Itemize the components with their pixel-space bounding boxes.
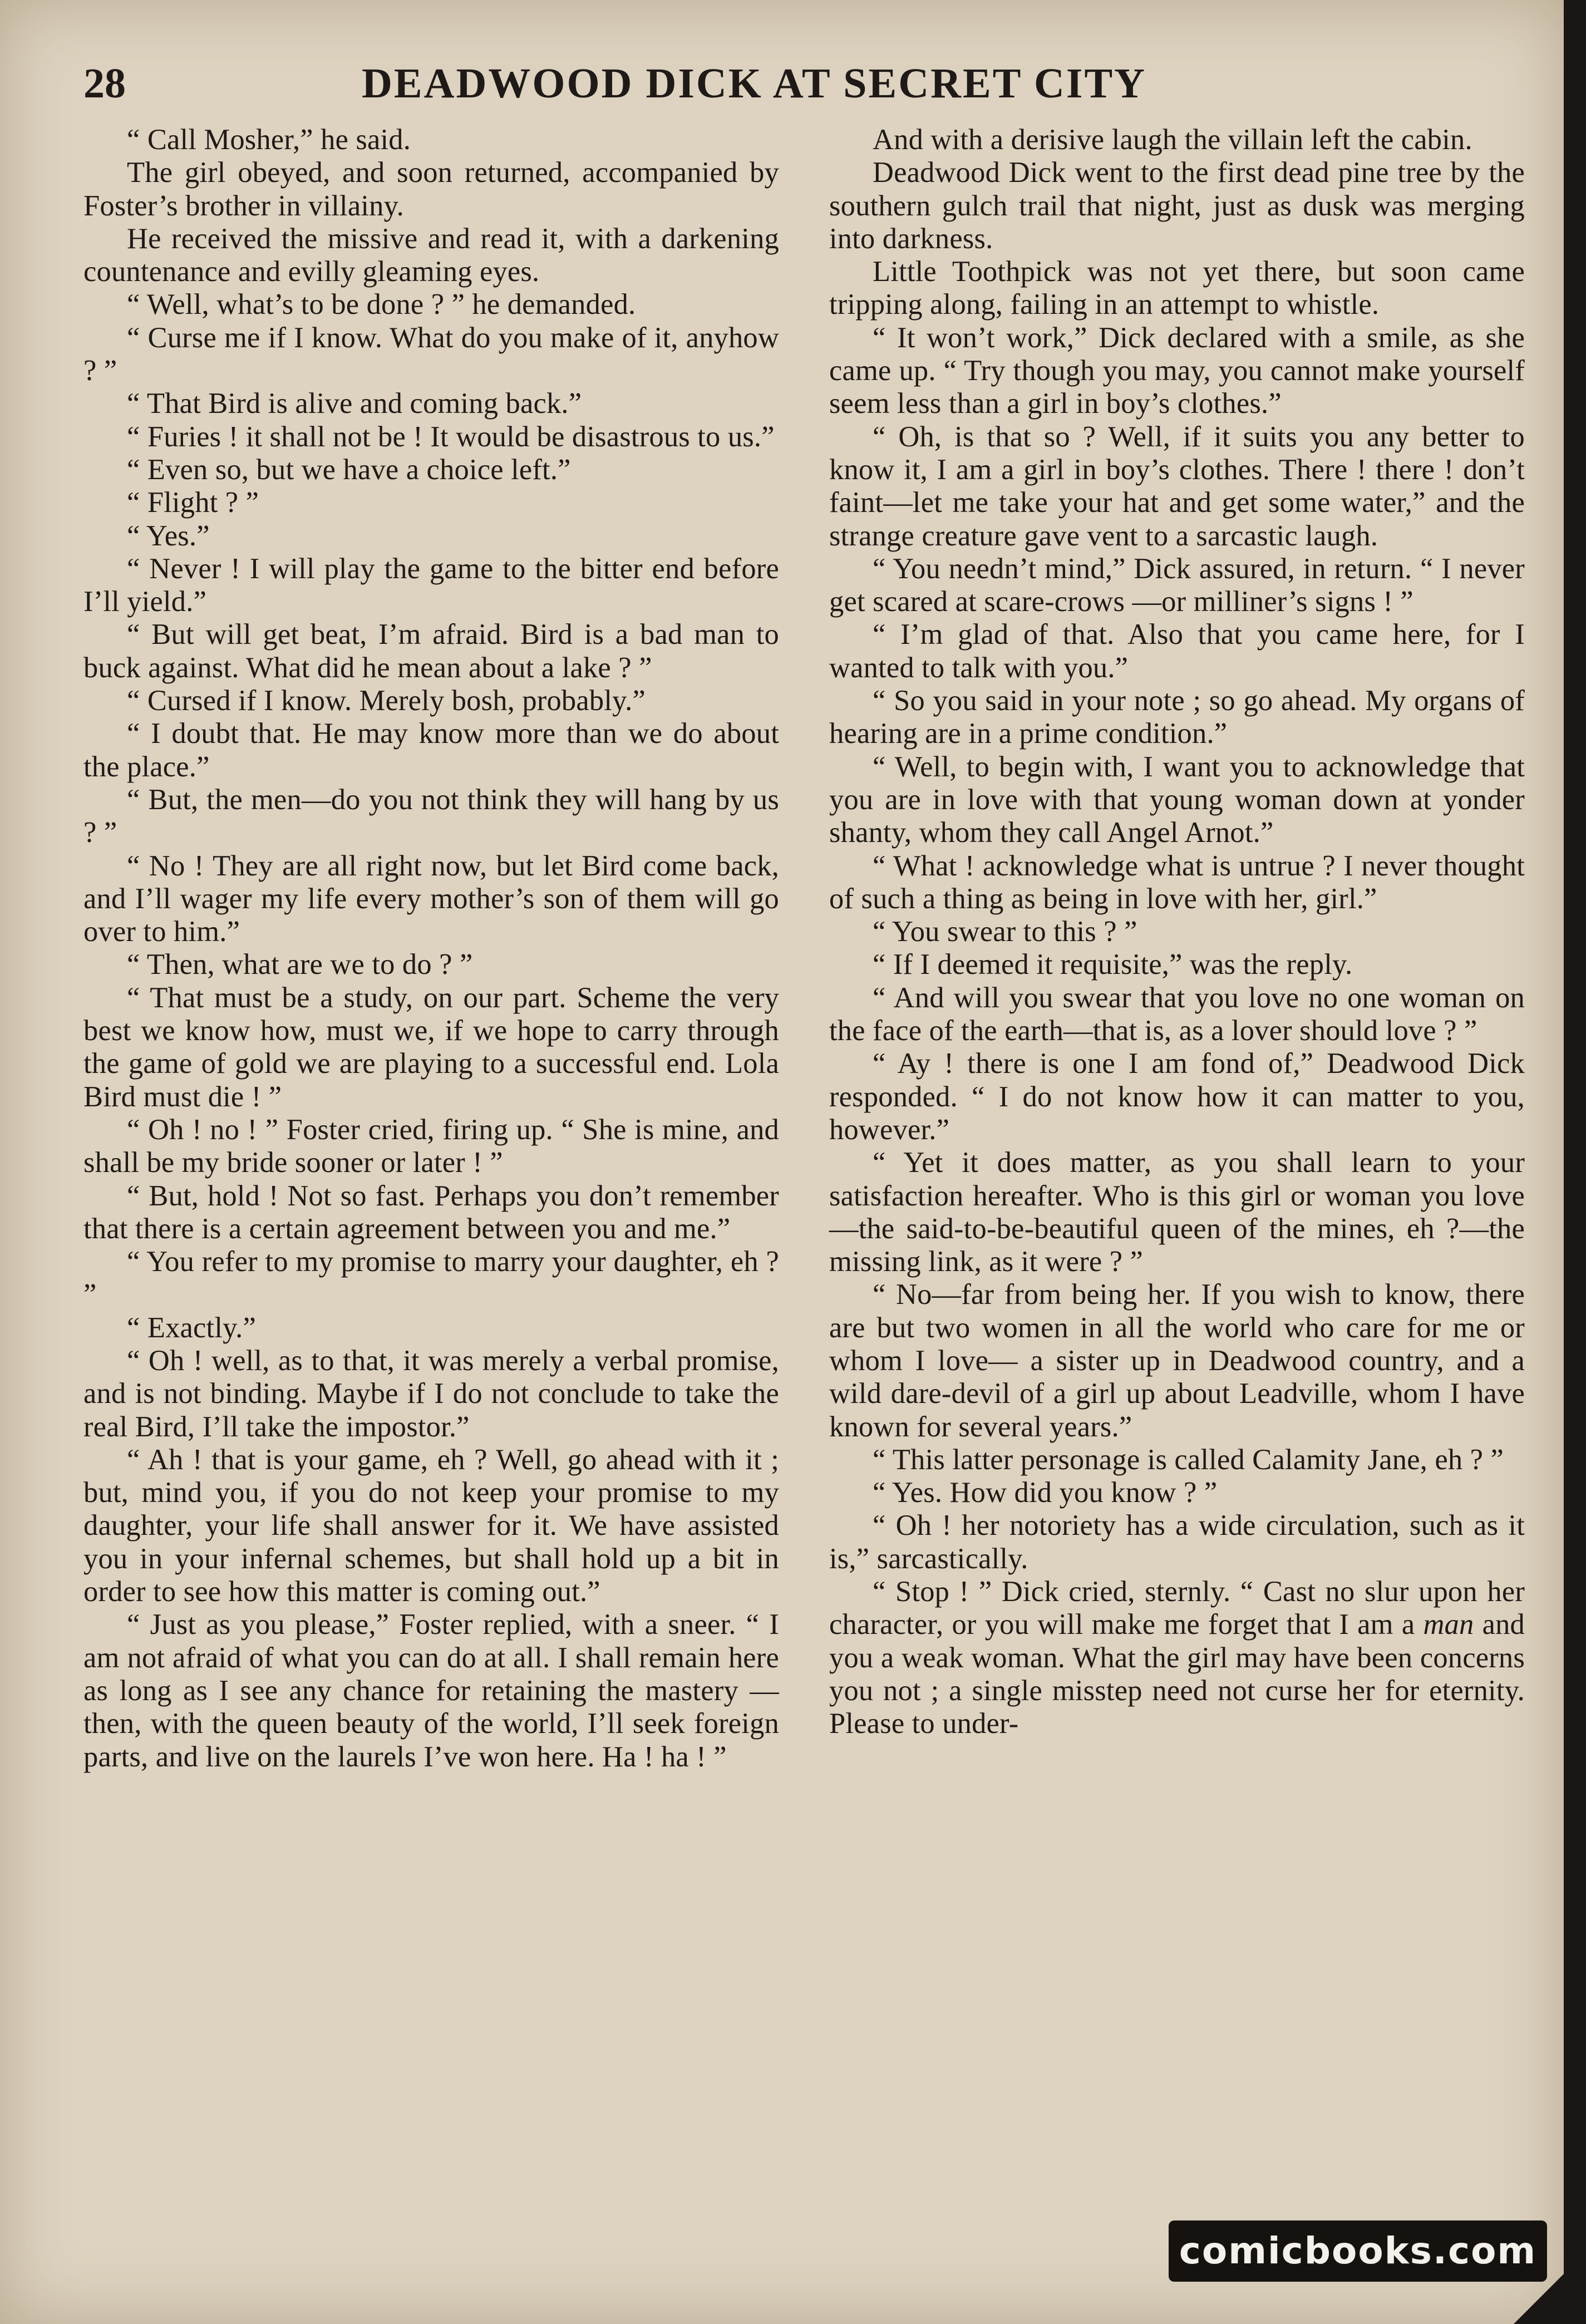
paragraph: “ Oh ! no ! ” Foster cried, firing up. “ She is mine, and shall be my bride sooner or later ! ” <box>83 1113 779 1179</box>
paragraph: “ What ! acknowledge what is untrue ? I never thought of such a thing as being in love with her, girl.” <box>829 849 1525 915</box>
paragraph: “ Oh ! well, as to that, it was merely a verbal promise, and is not binding. Maybe if I do not conclude to take the real Bird, I’ll take the impostor.” <box>83 1344 779 1443</box>
paragraph: Little Toothpick was not yet there, but soon came tripping along, failing in an attempt to whistle. <box>829 255 1525 321</box>
paragraph: And with a derisive laugh the villain left the cabin. <box>873 124 1472 156</box>
paragraph: “ But will get beat, I’m afraid. Bird is a bad man to buck against. What did he mean about a lake ? ” <box>83 618 779 684</box>
paragraph: “ And will you swear that you love no one woman on the face of the earth—that is, as a lover should love ? ” <box>829 981 1525 1047</box>
paragraph: “ You needn’t mind,” Dick assured, in return. “ I never get scared at scare-crows —or milliner’s signs ! ” <box>829 552 1525 618</box>
paragraph-text: “ Stop ! ” Dick cried, sternly. “ Cast no slur upon her character, or you will make me forget that I am a <box>829 1575 1525 1641</box>
paragraph: “ Oh ! her notoriety has a wide circulation, such as it is,” sarcastically. <box>829 1509 1525 1575</box>
paragraph: “ Even so, but we have a choice left.” <box>127 453 571 486</box>
paragraph: “ If I deemed it requisite,” was the reply. <box>873 948 1353 981</box>
paragraph: “ This latter personage is called Calamity Jane, eh ? ” <box>873 1443 1504 1476</box>
paragraph: “ Ay ! there is one I am fond of,” Deadwood Dick responded. “ I do not know how it can matter to you, however.” <box>829 1047 1525 1146</box>
running-title: DEADWOOD DICK AT SECRET CITY <box>362 60 1147 107</box>
paragraph: “ Never ! I will play the game to the bitter end before I’ll yield.” <box>83 552 779 618</box>
paragraph <box>829 1575 1525 1740</box>
paragraph: “ No—far from being her. If you wish to know, there are but two women in all the world who care for me or whom I love— a sister up in Deadwood country, and a wild dare-devil of a girl up about Leadville, whom I have known for several years.” <box>829 1278 1525 1443</box>
paragraph: “ Oh, is that so ? Well, if it suits you any better to know it, I am a girl in boy’s clothes. There ! there ! don’t faint—let me take your hat and get some water,” and the strange creature gave vent to a sarcastic laugh. <box>829 420 1525 552</box>
paragraph: “ Call Mosher,” he said. <box>127 124 411 156</box>
page-number: 28 <box>83 60 126 107</box>
paragraph: The girl obeyed, and soon returned, accompanied by Foster’s brother in villainy. <box>83 156 779 222</box>
paragraph: “ I’m glad of that. Also that you came here, for I wanted to talk with you.” <box>829 618 1525 684</box>
page-header <box>83 56 1530 111</box>
paragraph: “ Well, what’s to be done ? ” he demanded. <box>127 288 636 321</box>
paragraph: “ Yes.” <box>127 519 210 552</box>
left-text-column <box>83 124 779 1774</box>
paragraph: “ Furies ! it shall not be ! It would be disastrous to us.” <box>127 420 775 453</box>
paragraph: “ Just as you please,” Foster replied, with a sneer. “ I am not afraid of what you can do at all. I shall remain here as long as I see any chance for retaining the mastery —then, with the queen beauty of the world, I’ll seek foreign parts, and live on the laurels I’ve won here. Ha ! ha ! ” <box>83 1608 779 1773</box>
emphasized-word: man <box>1423 1608 1474 1641</box>
paragraph: “ Yes. How did you know ? ” <box>873 1476 1218 1509</box>
paragraph-text: and you a weak woman. What the girl may have been concerns you not ; a single misstep need not curse her for eternity. Please to under- <box>829 1608 1525 1740</box>
paragraph: “ No ! They are all right now, but let Bird come back, and I’ll wager my life every mother’s son of them will go over to him.” <box>83 849 779 948</box>
paragraph: “ I doubt that. He may know more than we do about the place.” <box>83 717 779 783</box>
paragraph: “ That Bird is alive and coming back.” <box>127 387 582 420</box>
paragraph: “ Curse me if I know. What do you make of it, anyhow ? ” <box>83 321 779 387</box>
paragraph: “ You refer to my promise to marry your daughter, eh ? ” <box>83 1245 779 1311</box>
paragraph: “ Flight ? ” <box>127 486 259 519</box>
right-text-column <box>829 124 1525 1741</box>
paragraph: He received the missive and read it, with a darkening countenance and evilly gleaming eyes. <box>83 222 779 288</box>
paragraph: “ That must be a study, on our part. Scheme the very best we know how, must we, if we hope to carry through the game of gold we are playing to a successful end. Lola Bird must die ! ” <box>83 981 779 1113</box>
watermark-logo: comicbooks.com <box>1169 2220 1547 2282</box>
paragraph: “ Ah ! that is your game, eh ? Well, go ahead with it ; but, mind you, if you do not keep your promise to my daughter, your life shall answer for it. We have assisted you in your infernal schemes, but shall hold up a bit in order to see how this matter is coming out.” <box>83 1443 779 1608</box>
page-corner <box>1514 2274 1564 2324</box>
paragraph: “ But, the men—do you not think they will hang by us ? ” <box>83 783 779 849</box>
paragraph: “ Cursed if I know. Merely bosh, probably.” <box>127 685 646 717</box>
paragraph: Deadwood Dick went to the first dead pine tree by the southern gulch trail that night, just as dusk was merging into darkness. <box>829 156 1525 255</box>
paragraph: “ Exactly.” <box>127 1311 256 1344</box>
paragraph: “ Then, what are we to do ? ” <box>127 948 473 981</box>
paragraph: “ Yet it does matter, as you shall learn to your satisfaction hereafter. Who is this girl or woman you love—the said-to-be-beautiful queen of the mines, eh ?—the missing link, as it were ? ” <box>829 1146 1525 1278</box>
paragraph: “ Well, to begin with, I want you to acknowledge that you are in love with that young woman down at yonder shanty, whom they call Angel Arnot.” <box>829 750 1525 849</box>
paragraph: “ You swear to this ? ” <box>873 915 1137 948</box>
paragraph: “ It won’t work,” Dick declared with a smile, as she came up. “ Try though you may, you cannot make yourself seem less than a girl in boy’s clothes.” <box>829 321 1525 420</box>
paragraph: “ So you said in your note ; so go ahead. My organs of hearing are in a prime condition.” <box>829 685 1525 750</box>
paragraph: “ But, hold ! Not so fast. Perhaps you don’t remember that there is a certain agreement between you and me.” <box>83 1179 779 1245</box>
